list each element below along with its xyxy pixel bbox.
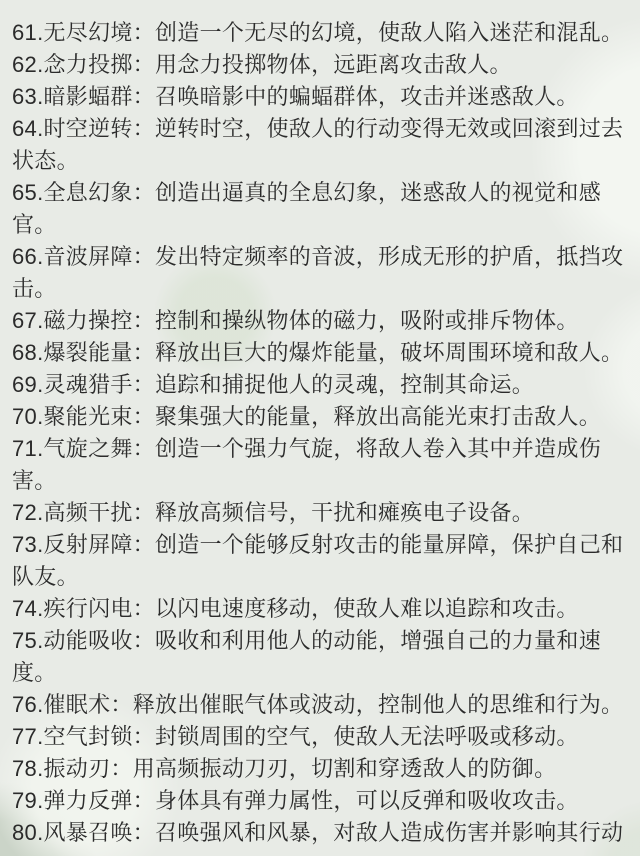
item-description: 释放出巨大的爆炸能量，破坏周围环境和敌人。 [155,340,624,365]
item-number: 77. [12,724,44,749]
item-title: 振动刃： [43,756,133,781]
item-number: 73. [12,532,44,557]
item-description: 创造一个强力气旋，将敌人卷入其中并造成伤害。 [12,436,602,493]
item-number: 74. [12,596,44,621]
list-item [12,785,632,817]
item-title: 疾行闪电： [43,596,155,621]
list-item [12,593,632,625]
list-item [12,497,632,529]
item-description: 召唤强风和风暴，对敌人造成伤害并影响其行动 [155,820,624,845]
item-title: 灵魂猎手： [43,372,155,397]
item-number: 65. [12,180,44,205]
list-item [12,689,632,721]
item-description: 封锁周围的空气，使敌人无法呼吸或移动。 [155,724,579,749]
item-title: 高频干扰： [43,500,155,525]
item-number: 61. [12,20,44,45]
item-number: 78. [12,756,44,781]
item-title: 爆裂能量： [43,340,155,365]
item-description: 身体具有弹力属性，可以反弹和吸收攻击。 [155,788,579,813]
item-number: 67. [12,308,44,333]
item-number: 69. [12,372,44,397]
list-item [12,113,632,177]
item-description: 追踪和捕捉他人的灵魂，控制其命运。 [155,372,535,397]
item-title: 催眠术： [43,692,133,717]
item-description: 聚集强大的能量，释放出高能光束打击敌人。 [155,404,602,429]
list-item [12,81,632,113]
item-title: 风暴召唤： [43,820,155,845]
list-item [12,401,632,433]
item-title: 空气封锁： [43,724,155,749]
item-title: 全息幻象： [43,180,155,205]
item-description: 吸收和利用他人的动能，增强自己的力量和速度。 [12,628,602,685]
item-number: 64. [12,116,44,141]
item-description: 发出特定频率的音波，形成无形的护盾，抵挡攻击。 [12,244,624,301]
item-title: 暗影蝠群： [43,84,155,109]
item-number: 66. [12,244,44,269]
item-title: 聚能光束： [43,404,155,429]
list-item [12,529,632,593]
list-item [12,625,632,689]
item-number: 63. [12,84,44,109]
list-item [12,337,632,369]
item-title: 念力投掷： [43,52,155,77]
item-description: 释放高频信号，干扰和瘫痪电子设备。 [155,500,535,525]
item-number: 68. [12,340,44,365]
list-item [12,17,632,49]
item-title: 气旋之舞： [43,436,155,461]
item-number: 80. [12,820,44,845]
item-description: 创造一个无尽的幻境，使敌人陷入迷茫和混乱。 [155,20,624,45]
item-number: 70. [12,404,44,429]
list-item [12,369,632,401]
list-item [12,177,632,241]
item-description: 以闪电速度移动，使敌人难以追踪和攻击。 [155,596,579,621]
item-description: 用念力投掷物体，远距离攻击敌人。 [155,52,512,77]
list-item [12,49,632,81]
item-description: 召唤暗影中的蝙蝠群体，攻击并迷惑敌人。 [155,84,579,109]
item-description: 创造一个能够反射攻击的能量屏障，保护自己和队友。 [12,532,624,589]
item-title: 磁力操控： [43,308,155,333]
item-number: 79. [12,788,44,813]
item-number: 72. [12,500,44,525]
item-title: 无尽幻境： [43,20,155,45]
list-item [12,721,632,753]
list-item [12,753,632,785]
list-item [12,433,632,497]
item-description: 用高频振动刀刃，切割和穿透敌人的防御。 [132,756,557,781]
item-title: 时空逆转： [43,116,155,141]
item-title: 反射屏障： [43,532,155,557]
item-number: 62. [12,52,44,77]
item-description: 逆转时空，使敌人的行动变得无效或回滚到过去状态。 [12,116,624,173]
item-description: 创造出逼真的全息幻象，迷惑敌人的视觉和感官。 [12,180,602,237]
list-item [12,817,632,849]
item-title: 弹力反弹： [43,788,155,813]
list-item [12,241,632,305]
item-number: 75. [12,628,44,653]
item-number: 71. [12,436,44,461]
item-description: 释放出催眠气体或波动，控制他人的思维和行为。 [132,692,624,717]
list-item [12,305,632,337]
item-title: 音波屏障： [43,244,155,269]
item-title: 动能吸收： [43,628,155,653]
item-description: 控制和操纵物体的磁力，吸附或排斥物体。 [155,308,579,333]
item-number: 76. [12,692,44,717]
